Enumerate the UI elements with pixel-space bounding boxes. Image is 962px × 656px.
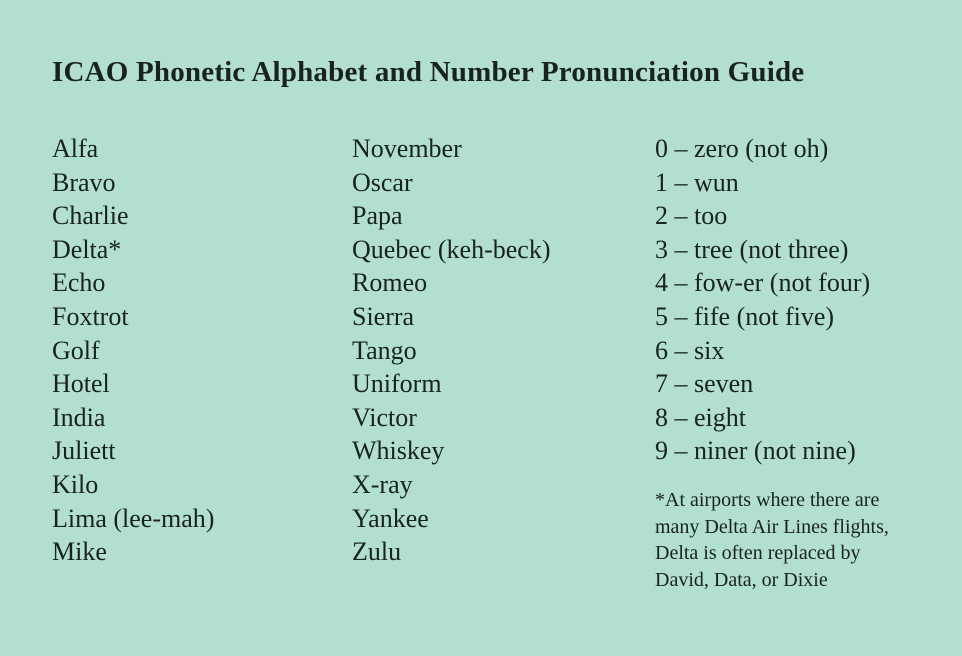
phonetic-item: Golf bbox=[52, 335, 100, 365]
phonetic-item: Mike bbox=[52, 537, 107, 567]
phonetic-item: Juliett bbox=[52, 436, 116, 466]
phonetic-item: Sierra bbox=[352, 301, 415, 331]
phonetic-column-a-m bbox=[52, 132, 214, 569]
phonetic-item: Lima (lee-mah) bbox=[52, 503, 215, 533]
number-item: 8 – eight bbox=[655, 402, 746, 432]
phonetic-item: Uniform bbox=[352, 369, 442, 399]
footnote-line: many Delta Air Lines flights, bbox=[655, 515, 889, 538]
delta-footnote bbox=[655, 487, 889, 593]
phonetic-item: Papa bbox=[352, 201, 403, 231]
phonetic-item: Zulu bbox=[352, 537, 402, 567]
number-item: 9 – niner (not nine) bbox=[655, 436, 856, 466]
phonetic-item: Quebec (keh-beck) bbox=[352, 234, 551, 264]
phonetic-item: Oscar bbox=[352, 167, 413, 197]
number-item: 7 – seven bbox=[655, 369, 754, 399]
phonetic-item: Whiskey bbox=[352, 436, 445, 466]
number-item: 4 – fow-er (not four) bbox=[655, 268, 871, 298]
footnote-line: David, Data, or Dixie bbox=[655, 568, 828, 591]
phonetic-item: Echo bbox=[52, 268, 106, 298]
number-item: 2 – too bbox=[655, 201, 728, 231]
number-item: 5 – fife (not five) bbox=[655, 301, 835, 331]
phonetic-item: Charlie bbox=[52, 201, 129, 231]
number-item: 1 – wun bbox=[655, 167, 739, 197]
number-item: 6 – six bbox=[655, 335, 725, 365]
phonetic-item: Hotel bbox=[52, 369, 110, 399]
phonetic-item: Delta* bbox=[52, 234, 122, 264]
phonetic-item: Yankee bbox=[352, 503, 429, 533]
number-item: 0 – zero (not oh) bbox=[655, 134, 829, 163]
footnote-line: *At airports where there are bbox=[655, 489, 880, 511]
phonetic-item: X-ray bbox=[352, 469, 413, 499]
phonetic-item: India bbox=[52, 402, 106, 432]
phonetic-item: Tango bbox=[352, 335, 417, 365]
number-pronunciation-column bbox=[655, 132, 870, 468]
phonetic-item: Alfa bbox=[52, 134, 99, 163]
page-title: ICAO Phonetic Alphabet and Number Pronunciation Guide bbox=[52, 56, 805, 88]
phonetic-column-n-z bbox=[352, 132, 551, 569]
footnote-line: Delta is often replaced by bbox=[655, 542, 861, 564]
number-item: 3 – tree (not three) bbox=[655, 234, 849, 264]
phonetic-item: November bbox=[352, 134, 462, 163]
phonetic-item: Foxtrot bbox=[52, 301, 129, 331]
phonetic-item: Victor bbox=[352, 402, 417, 432]
phonetic-item: Bravo bbox=[52, 167, 116, 197]
phonetic-item: Kilo bbox=[52, 469, 99, 499]
phonetic-item: Romeo bbox=[352, 268, 428, 298]
